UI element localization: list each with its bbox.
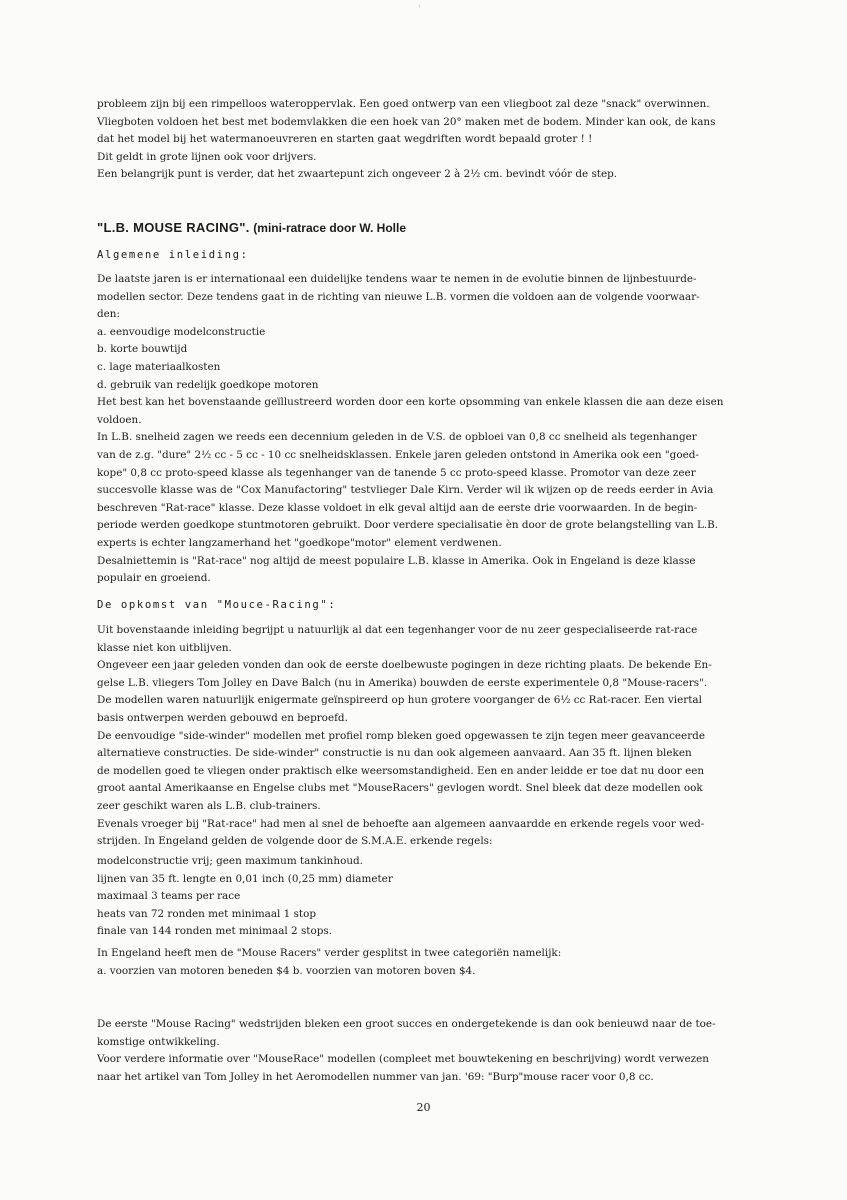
article-title-main: "L.B. MOUSE RACING". [97, 220, 250, 235]
rule-item: modelconstructie vrij; geen maximum tankinhoud. [97, 855, 363, 867]
text-line: alternatieve constructies. De side-winder" constructie is nu dan ook algemeen aanvaard. Aan 35 ft. lijnen bleken [97, 747, 692, 760]
text-line: klasse niet kon uitblijven. [97, 641, 232, 654]
text-line: Vliegboten voldoen het best met bodemvlakken die een hoek van 20° maken met de bodem. Minder kan ook, de kans [97, 115, 716, 128]
page-number: 20 [416, 1101, 431, 1114]
text-line: beschreven "Rat-race" klasse. Deze klasse voldoet in elk geval altijd aan de eerste drie voorwaarden. In de begin- [97, 501, 698, 514]
closing-paragraph [97, 1016, 797, 1086]
rule-item: heats van 72 ronden met minimaal 1 stop [97, 907, 317, 920]
categories-paragraph [97, 945, 797, 980]
mouse-racing-body [97, 622, 797, 851]
text-line: dat het model bij het watermanoeuvreren en starten gaat wegdriften wordt bepaald groter ! ! [97, 133, 593, 146]
text-line: In L.B. snelheid zagen we reeds een decennium geleden in de V.S. de opbloei van 0,8 cc snelheid als tegenhanger [97, 431, 697, 444]
text-line: gelse L.B. vliegers Tom Jolley en Dave Balch (nu in Amerika) bouwden de eerste experimentele 0,8 "Mouse-racers". [97, 676, 708, 689]
text-line: d. gebruik van redelijk goedkope motoren [97, 378, 319, 391]
text-line: De eenvoudige "side-winder" modellen met profiel romp bleken goed opgewassen te zijn tegen meer geavanceerde [97, 729, 705, 742]
text-line: Een belangrijk punt is verder, dat het zwaartepunt zich ongeveer 2 à 2½ cm. bevindt vóór de step. [97, 168, 618, 181]
text-line: De eerste "Mouse Racing" wedstrijden bleken een groot succes en ondergetekende is dan ook benieuwd naar de toe- [97, 1018, 716, 1030]
section-heading-introduction: Algemene inleiding: [97, 249, 249, 261]
text-line: probleem zijn bij een rimpelloos wateroppervlak. Een goed ontwerp van een vliegboot zal deze "snack" overwinnen. [97, 98, 710, 110]
rule-item: lijnen van 35 ft. lengte en 0,01 inch (0,25 mm) diameter [97, 872, 393, 885]
text-line: succesvolle klasse was de "Cox Manufactoring" testvlieger Dale Kirn. Verder wil ik wijzen op de reeds eerder in Avia [97, 484, 714, 497]
text-line: den: [97, 308, 120, 321]
text-line: Het best kan het bovenstaande geïllustreerd worden door een korte opsomming van enkele klassen die aan deze eisen [97, 396, 724, 409]
article-title [97, 219, 406, 237]
text-line: De laatste jaren is er internationaal een duidelijke tendens waar te nemen in de evolutie binnen de lijnbestuurde- [97, 273, 697, 285]
text-line: Ongeveer een jaar geleden vonden dan ook de eerste doelbewuste pogingen in deze richting plaats. De bekende En- [97, 659, 712, 672]
rule-item: finale van 144 ronden met minimaal 2 stops. [97, 925, 333, 938]
article-title-suffix: (mini-ratrace door W. Holle [253, 221, 406, 235]
introduction-body [97, 271, 797, 588]
text-line: komstige ontwikkeling. [97, 1035, 220, 1048]
rule-item: maximaal 3 teams per race [97, 890, 241, 903]
text-line: Voor verdere informatie over "MouseRace" modellen (compleet met bouwtekening en beschrijving) wordt verwezen [97, 1053, 709, 1066]
text-line: voldoen. [97, 413, 142, 426]
text-line: Uit bovenstaande inleiding begrijpt u natuurlijk al dat een tegenhanger voor de nu zeer gespecialiseerde rat-race [97, 624, 698, 636]
text-line: c. lage materiaalkosten [97, 360, 221, 373]
text-line: zeer geschikt waren als L.B. club-trainers. [97, 799, 321, 812]
text-line: De modellen waren natuurlijk enigermate geïnspireerd op hun grotere voorganger de 6½ cc Rat-racer. Een viertal [97, 694, 702, 707]
text-line: periode werden goedkope stuntmotoren gebruikt. Door verdere specialisatie èn door de grote belangstelling van L.B. [97, 519, 719, 532]
text-line: modellen sector. Deze tendens gaat in de richting van nieuwe L.B. vormen die voldoen aan de volgende voorwaar- [97, 290, 700, 303]
text-line: In Engeland heeft men de "Mouse Racers" verder gesplitst in twee categoriën namelijk: [97, 947, 562, 959]
text-line: b. korte bouwtijd [97, 343, 188, 356]
text-line: Evenals vroeger bij "Rat-race" had men al snel de behoefte aan algemeen aanvaardde en erkende regels voor wed- [97, 817, 705, 830]
text-line: Desalniettemin is "Rat-race" nog altijd de meest populaire L.B. klasse in Amerika. Ook in Engeland is deze klasse [97, 554, 696, 567]
text-line: a. voorzien van motoren beneden $4 b. voorzien van motoren boven $4. [97, 964, 476, 977]
text-line: populair en groeiend. [97, 572, 211, 585]
text-line: van de z.g. "dure" 2½ cc - 5 cc - 10 cc snelheidsklassen. Enkele jaren geleden ontstond in Amerika ook een "goed- [97, 448, 699, 461]
text-line: groot aantal Amerikaanse en Engelse clubs met "MouseRacers" gevlogen wordt. Snel bleek dat deze modellen ook [97, 782, 703, 795]
intro-paragraph [97, 96, 797, 184]
text-line: a. eenvoudige modelconstructie [97, 325, 266, 338]
text-line: strijden. In Engeland gelden de volgende door de S.M.A.E. erkende regels: [97, 835, 493, 848]
text-line: basis ontwerpen werden gebouwd en beproefd. [97, 711, 348, 724]
text-line: experts is echter langzamerhand het "goedkope"motor" element verdwenen. [97, 536, 502, 549]
text-line: kope" 0,8 cc proto-speed klasse als tegenhanger van de tanende 5 cc proto-speed klasse. Promotor van deze zeer [97, 466, 696, 479]
text-line: de modellen goed te vliegen onder praktisch elke weersomstandigheid. Een en ander leidde er toe dat nu door een [97, 764, 705, 777]
document-page: · probleem zijn bij een rimpelloos wateroppervlak. Een goed ontwerp van een vliegboot zal deze "snack" overwinnen. Vliegboten voldoen het best met bodemvlakken die een hoek van 20° maken met de bodem. Minder kan ook, de kans dat het model bij het watermanoeuvreren en starten gaat wegdriften wordt bepaald groter ! ! Dit geldt in grote lijnen ook voor drijvers. Een belangrijk punt is verder, dat het zwaartepunt zich ongeveer 2 à 2½ cm. bevindt vóór de step. "L.B. MOUSE RACING". (mini-ratrace door W. Holle Algemene inleiding: De laatste jaren is er internationaal een duidelijke tendens waar te nemen in de evolutie binnen de lijnbestuurde- modellen sector. Deze tendens gaat in de richting van nieuwe L.B. vormen die voldoen aan de volgende voorwaar- den: a. eenvoudige modelconstructie b. korte bouwtijd c. lage materiaalkosten d. gebruik van redelijk goedkope motoren Het best kan het bovenstaande geïllustreerd worden door een korte opsomming van enkele klassen die aan deze eisen voldoen. In L.B. snelheid zagen we reeds een decennium geleden in de V.S. de opbloei van 0,8 cc snelheid als tegenhanger van de z.g. "dure" 2½ cc - 5 cc - 10 cc snelheidsklassen. Enkele jaren geleden ontstond in Amerika ook een "goed- kope" 0,8 cc proto-speed klasse als tegenhanger van de tanende 5 cc proto-speed klasse. Promotor van deze zeer succesvolle klasse was de "Cox Manufactoring" testvlieger Dale Kirn. Verder wil ik wijzen op de reeds eerder in Avia beschreven "Rat-race" klasse. Deze klasse voldoet in elk geval altijd aan de eerste drie voorwaarden. In de begin- periode werden goedkope stuntmotoren gebruikt. Door verdere specialisatie èn door de grote belangstelling van L.B. experts is echter langzamerhand het "goedkope"motor" element verdwenen. Desalniettemin is "Rat-race" nog altijd de meest populaire L.B. klasse in Amerika. Ook in Engeland is deze klasse populair en groeiend. De opkomst van "Mouce-Racing": Uit bovenstaande inleiding begrijpt u natuurlijk al dat een tegenhanger voor de nu zeer gespecialiseerde rat-race klasse niet kon uitblijven. Ongeveer een jaar geleden vonden dan ook de eerste doelbewuste pogingen in deze richting plaats. De bekende En- gelse L.B. vliegers Tom Jolley en Dave Balch (nu in Amerika) bouwden de eerste experimentele 0,8 "Mouse-racers". De modellen waren natuurlijk enigermate geïnspireerd op hun grotere voorganger de 6½ cc Rat-racer. Een viertal basis ontwerpen werden gebouwd en beproefd. De eenvoudige "side-winder" modellen met profiel romp bleken goed opgewassen te zijn tegen meer geavanceerde alternatieve constructies. De side-winder" constructie is nu dan ook algemeen aanvaard. Aan 35 ft. lijnen bleken de modellen goed te vliegen onder praktisch elke weersomstandigheid. Een en ander leidde er toe dat nu door een groot aantal Amerikaanse en Engelse clubs met "MouseRacers" gevlogen wordt. Snel bleek dat deze modellen ook zeer geschikt waren als L.B. club-trainers. Evenals vroeger bij "Rat-race" had men al snel de behoefte aan algemeen aanvaardde en erkende regels voor wed- strijden. In Engeland gelden de volgende door de S.M.A.E. erkende regels: modelconstructie vrij; geen maximum tankinhoud. lijnen van 35 ft. lengte en 0,01 inch (0,25 mm) diameter maximaal 3 teams per race heats van 72 ronden met minimaal 1 stop finale van 144 ronden met minimaal 2 stops. In Engeland heeft men de "Mouse Racers" verder gesplitst in twee categoriën namelijk: a. voorzien van motoren beneden $4 b. voorzien van motoren boven $4. De eerste "Mouse Racing" wedstrijden bleken een groot succes en ondergetekende is dan ook benieuwd naar de toe- komstige ontwikkeling. Voor verdere informatie over "MouseRace" modellen (compleet met bouwtekening en beschrijving) wordt verwezen naar het artikel van Tom Jolley in het Aeromodellen nummer van jan. '69: "Burp"mouse racer voor 0,8 cc. 20 [0, 0, 847, 1200]
text-line: Dit geldt in grote lijnen ook voor drijvers. [97, 150, 317, 163]
text-line: naar het artikel van Tom Jolley in het Aeromodellen nummer van jan. '69: "Burp"mouse racer voor 0,8 cc. [97, 1070, 654, 1083]
rules-list [97, 853, 797, 941]
section-heading-mouse-racing: De opkomst van "Mouce-Racing": [97, 599, 337, 611]
